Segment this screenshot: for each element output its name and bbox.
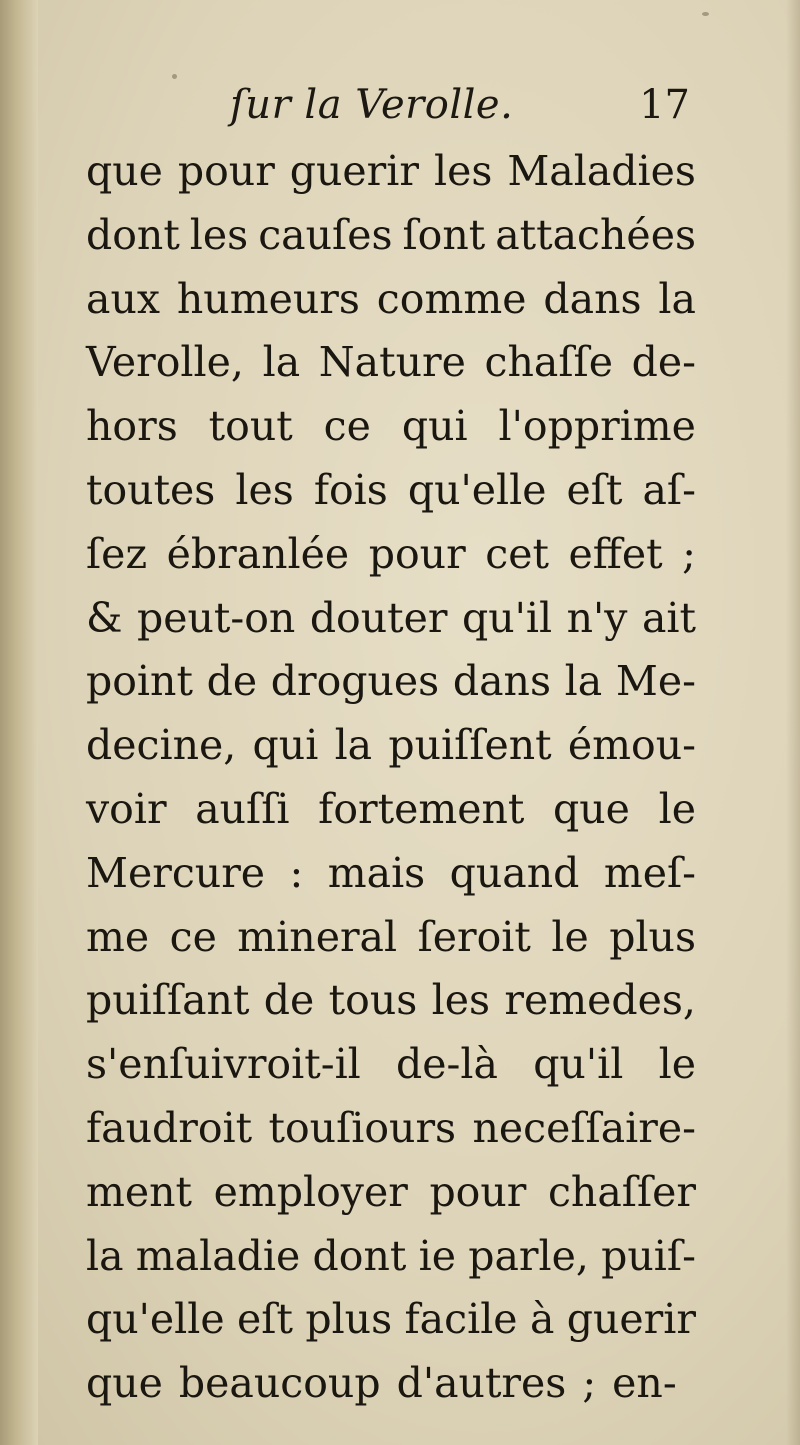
page-header [230, 82, 690, 138]
running-title: ſur la Verolle. [230, 82, 514, 128]
text-line: que pour guerir les Maladies [86, 147, 696, 195]
text-line: & peut-on douter qu'il n'y ait [86, 593, 696, 642]
text-line: ment employer pour chaſſer [86, 1167, 696, 1216]
text-line: Mercure : mais quand meſ- [86, 848, 696, 897]
text-line: hors tout ce qui l'opprime [86, 402, 696, 451]
page-number: 17 [639, 82, 690, 128]
text-line: Verolle, la Nature chaſſe de- [86, 338, 696, 387]
text-line: s'enſuivroit-il de-là qu'il le [86, 1040, 696, 1089]
ink-speck [172, 74, 177, 79]
text-line: aux humeurs comme dans la [86, 274, 696, 323]
text-line: puiſſant de tous les remedes, [86, 976, 696, 1025]
ink-speck [702, 12, 709, 16]
text-line: toutes les fois qu'elle eſt aſ- [86, 465, 696, 514]
page-gutter [0, 0, 38, 1445]
text-line: voir auſſi fortement que le [86, 784, 696, 833]
text-line: point de drogues dans la Me- [86, 657, 696, 706]
text-line: dont les cauſes ſont attachées [86, 210, 696, 259]
text-line: decine, qui la puiſſent émou- [86, 721, 696, 770]
body-text [86, 140, 696, 1416]
text-line: la maladie dont ie parle, puiſ- [86, 1231, 696, 1280]
text-line: me ce mineral ſeroit le plus [86, 912, 696, 961]
page-edge-shadow [786, 0, 800, 1445]
text-line: qu'elle eſt plus facile à guerir [86, 1295, 696, 1344]
text-line: ſez ébranlée pour cet effet ; [86, 529, 696, 578]
text-line: faudroit touſiours neceſſaire- [86, 1103, 696, 1152]
text-line: que beaucoup d'autres ; en- [86, 1359, 677, 1408]
